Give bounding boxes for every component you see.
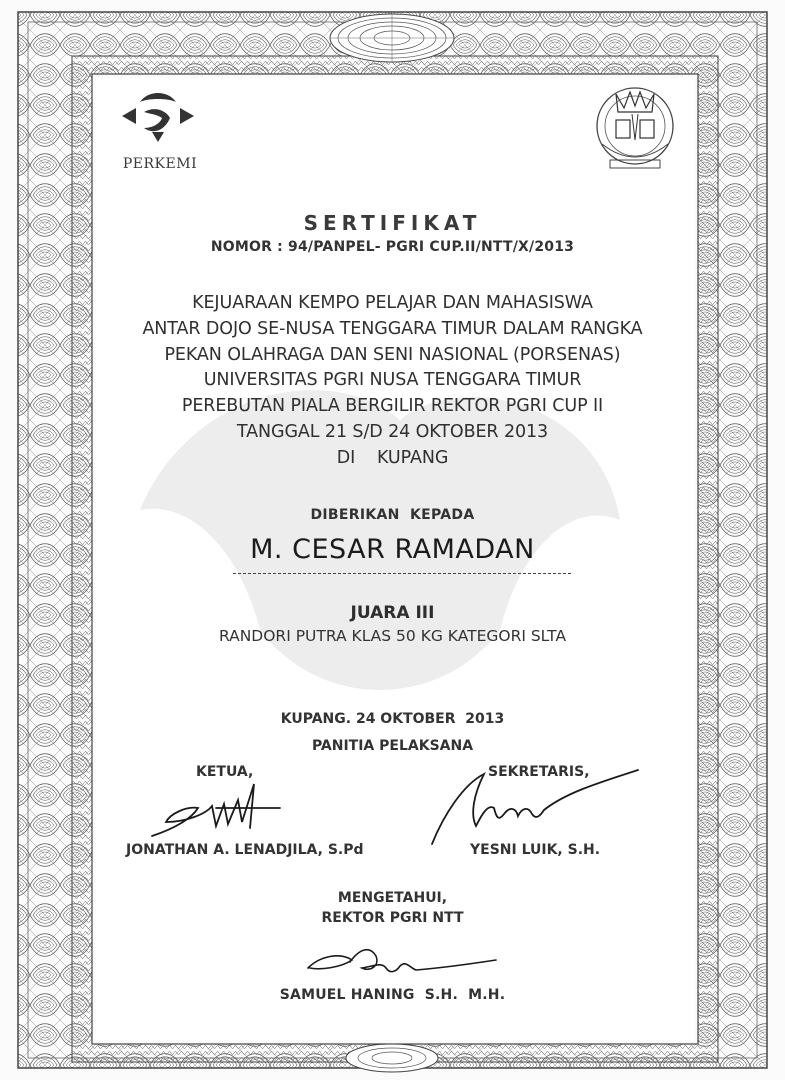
sekretaris-signature <box>424 764 644 848</box>
sekretaris-title: SEKRETARIS, <box>488 764 590 780</box>
acknowledged-label: MENGETAHUI, <box>337 890 448 906</box>
certificate-number: NOMOR : 94/PANPEL- PGRI CUP.II/NTT/X/2013 <box>210 239 575 255</box>
recipient-underline <box>233 573 571 574</box>
certificate-title: SERTIFIKAT <box>303 211 482 235</box>
rector-signature <box>300 938 500 984</box>
perkemi-emblem-icon <box>118 88 198 144</box>
place-date: KUPANG. 24 OKTOBER 2013 <box>280 711 505 727</box>
given-to-label: DIBERIKAN KEPADA <box>310 507 475 523</box>
event-line: DI KUPANG <box>336 447 449 468</box>
event-line: PEREBUTAN PIALA BERGILIR REKTOR PGRI CUP II <box>181 396 604 417</box>
event-line: UNIVERSITAS PGRI NUSA TENGGARA TIMUR <box>203 370 582 391</box>
perkemi-label: PERKEMI <box>122 156 198 172</box>
event-line: KEJUARAAN KEMPO PELAJAR DAN MAHASISWA <box>192 293 593 313</box>
event-line: ANTAR DOJO SE-NUSA TENGGARA TIMUR DALAM RANGKA <box>142 318 643 339</box>
sekretaris-name: YESNI LUIK, S.H. <box>470 842 601 858</box>
ketua-name: JONATHAN A. LENADJILA, S.Pd <box>126 842 364 858</box>
event-line: PEKAN OLAHRAGA DAN SENI NASIONAL (PORSENAS) <box>164 344 621 365</box>
rector-name: SAMUEL HANING S.H. M.H. <box>279 987 506 1003</box>
event-line: TANGGAL 21 S/D 24 OKTOBER 2013 <box>236 421 549 442</box>
recipient-name: M. CESAR RAMADAN <box>250 534 535 565</box>
rector-title: REKTOR PGRI NTT <box>321 910 464 926</box>
ketua-signature <box>146 778 286 842</box>
ketua-title: KETUA, <box>196 764 254 780</box>
award-category: RANDORI PUTRA KLAS 50 KG KATEGORI SLTA <box>218 627 567 645</box>
committee-label: PANITIA PELAKSANA <box>311 738 474 754</box>
award-rank: JUARA III <box>350 603 435 623</box>
event-description <box>0 291 785 472</box>
university-seal-icon <box>594 84 676 170</box>
